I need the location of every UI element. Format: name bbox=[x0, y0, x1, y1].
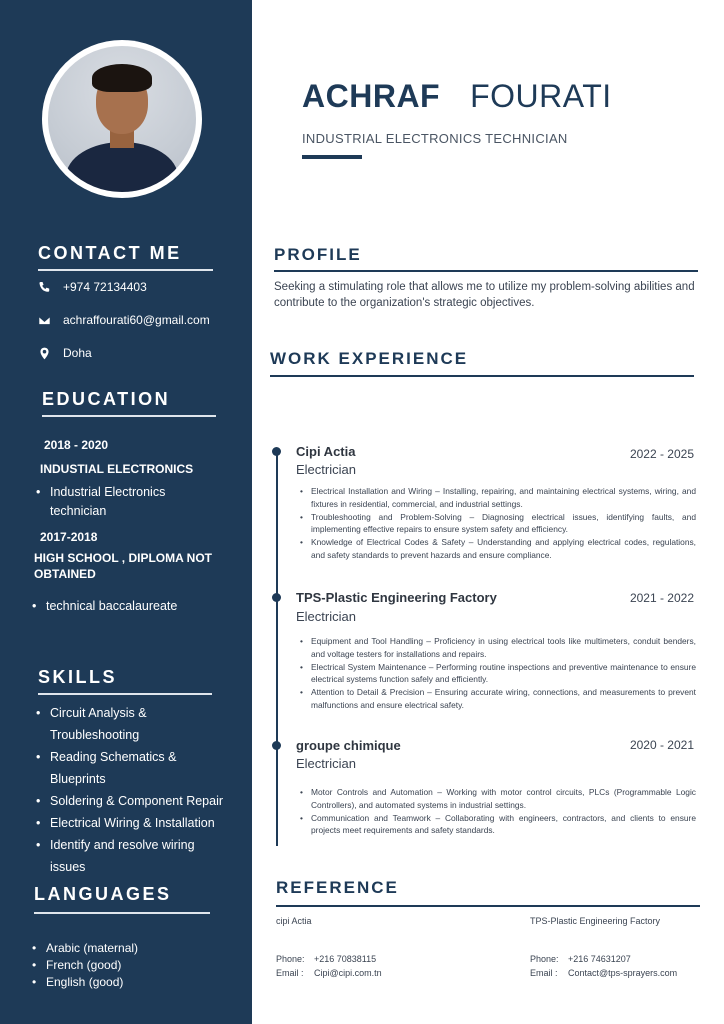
list-item: • Electrical Wiring & Installation bbox=[34, 812, 224, 834]
reference-card bbox=[530, 916, 677, 980]
list-item: • Attention to Detail & Precision – Ensuring accurate wiring, connections, and measurements to prevent malfunctions and ensure electrical safety. bbox=[298, 686, 696, 712]
education-divider bbox=[42, 415, 216, 417]
job-role: Electrician bbox=[296, 756, 356, 771]
languages-heading: LANGUAGES bbox=[34, 884, 172, 904]
reference-phone-row bbox=[530, 952, 677, 966]
list-item: • Equipment and Tool Handling – Proficiency in using electrical tools like multimeters, conduit benders, and voltage testers for installations and repairs. bbox=[298, 635, 696, 661]
reference-heading: REFERENCE bbox=[276, 878, 399, 897]
email-label: Email : bbox=[530, 968, 558, 978]
education-items bbox=[34, 483, 184, 521]
profile-photo bbox=[42, 40, 202, 198]
reference-name: cipi Actia bbox=[276, 916, 312, 926]
list-item: • Identify and resolve wiring issues bbox=[34, 834, 224, 878]
profile-text: Seeking a stimulating role that allows me to utilize my problem-solving abilities and contribute to the organization's strategic objectives. bbox=[274, 281, 695, 309]
phone-label: Phone: bbox=[276, 954, 305, 964]
list-item: • Arabic (maternal) bbox=[30, 940, 220, 957]
list-item: • Circuit Analysis & Troubleshooting bbox=[34, 702, 224, 746]
reference-email-row bbox=[276, 966, 382, 980]
job-company: TPS-Plastic Engineering Factory bbox=[296, 590, 497, 605]
job-duties bbox=[298, 485, 696, 562]
first-name: ACHRAF bbox=[302, 78, 441, 114]
timeline-dot bbox=[272, 593, 281, 602]
location-text: Doha bbox=[63, 346, 92, 360]
email-text: achraffourati60@gmail.com bbox=[63, 313, 210, 327]
candidate-name bbox=[302, 78, 612, 115]
list-item: • English (good) bbox=[30, 974, 220, 991]
list-item: • Industrial Electronics technician bbox=[34, 483, 184, 521]
list-item: • Communication and Teamwork – Collaborating with engineers, contractors, and clients to ensure projects meet requirements and safety standards. bbox=[298, 812, 696, 838]
experience-divider bbox=[270, 375, 694, 377]
profile-heading: PROFILE bbox=[274, 245, 362, 264]
profile-divider bbox=[274, 270, 698, 272]
list-item: • Electrical Installation and Wiring – Installing, repairing, and maintaining electrical systems, wiring, and fixtures in residential, commercial, and industrial settings. bbox=[298, 485, 696, 511]
reference-phone: +216 70838115 bbox=[314, 954, 377, 964]
education-degree: HIGH SCHOOL , DIPLOMA NOT OBTAINED bbox=[34, 551, 213, 581]
list-item: • Soldering & Component Repair bbox=[34, 790, 224, 812]
contact-phone bbox=[38, 280, 147, 294]
reference-divider bbox=[276, 905, 700, 907]
reference-email: Cipi@cipi.com.tn bbox=[314, 968, 382, 978]
education-degree: INDUSTIAL ELECTRONICS bbox=[40, 462, 194, 476]
timeline-dot bbox=[272, 447, 281, 456]
timeline-dot bbox=[272, 741, 281, 750]
skills-divider bbox=[38, 693, 212, 695]
job-role: Electrician bbox=[296, 609, 356, 624]
list-item: • Reading Schematics & Blueprints bbox=[34, 746, 224, 790]
phone-label: Phone: bbox=[530, 954, 559, 964]
education-years: 2018 - 2020 bbox=[44, 438, 109, 452]
skills-list bbox=[34, 702, 224, 878]
job-dates: 2021 - 2022 bbox=[629, 591, 694, 605]
job-company: Cipi Actia bbox=[296, 444, 356, 459]
mail-icon bbox=[38, 314, 51, 327]
contact-location bbox=[38, 346, 92, 360]
job-dates: 2022 - 2025 bbox=[629, 447, 694, 461]
job-duties bbox=[298, 786, 696, 837]
list-item: • French (good) bbox=[30, 957, 220, 974]
sidebar bbox=[0, 0, 252, 1024]
avatar-hair bbox=[92, 64, 152, 92]
job-duties bbox=[298, 635, 696, 712]
contact-email bbox=[38, 313, 210, 327]
experience-timeline bbox=[276, 450, 278, 846]
reference-phone: +216 74631207 bbox=[568, 954, 631, 964]
reference-card bbox=[276, 916, 382, 980]
list-item: • Electrical System Maintenance – Performing routine inspections and preventive maintenance to ensure electrical systems function safely and efficiently. bbox=[298, 661, 696, 687]
education-heading: EDUCATION bbox=[42, 389, 171, 409]
languages-divider bbox=[34, 912, 210, 914]
skills-heading: SKILLS bbox=[38, 667, 118, 687]
reference-name: TPS-Plastic Engineering Factory bbox=[530, 916, 661, 926]
list-item: • Troubleshooting and Problem-Solving – Diagnosing electrical issues, identifying faults, and implementing effective repairs to ensure system safety and efficiency. bbox=[298, 511, 696, 537]
job-company: groupe chimique bbox=[296, 738, 401, 753]
list-item: • Knowledge of Electrical Codes & Safety – Understanding and applying electrical codes, regulations, and safety standards to prevent hazards and ensure compliance. bbox=[298, 536, 696, 562]
title-accent-bar bbox=[302, 155, 362, 159]
job-dates: 2020 - 2021 bbox=[629, 738, 694, 752]
reference-email-row bbox=[530, 966, 677, 980]
phone-icon bbox=[38, 281, 51, 294]
last-name: FOURATI bbox=[470, 78, 612, 114]
location-pin-icon bbox=[38, 347, 51, 360]
education-years: 2017-2018 bbox=[40, 530, 98, 544]
list-item: • Motor Controls and Automation – Working with motor control circuits, PLCs (Programmable Logic Controllers), and automated systems in industrial settings. bbox=[298, 786, 696, 812]
email-label: Email : bbox=[276, 968, 304, 978]
reference-email: Contact@tps-sprayers.com bbox=[568, 968, 678, 978]
avatar bbox=[48, 46, 196, 192]
job-role: Electrician bbox=[296, 462, 356, 477]
list-item: • technical baccalaureate bbox=[30, 595, 230, 617]
education-items bbox=[30, 595, 230, 617]
languages-list bbox=[30, 940, 220, 991]
job-title: INDUSTRIAL ELECTRONICS TECHNICIAN bbox=[302, 131, 568, 146]
reference-phone-row bbox=[276, 952, 382, 966]
experience-heading: WORK EXPERIENCE bbox=[270, 349, 469, 368]
contact-divider bbox=[38, 269, 213, 271]
avatar-shirt bbox=[66, 142, 178, 192]
phone-text: +974 72134403 bbox=[63, 280, 147, 294]
contact-heading: CONTACT ME bbox=[38, 243, 182, 263]
